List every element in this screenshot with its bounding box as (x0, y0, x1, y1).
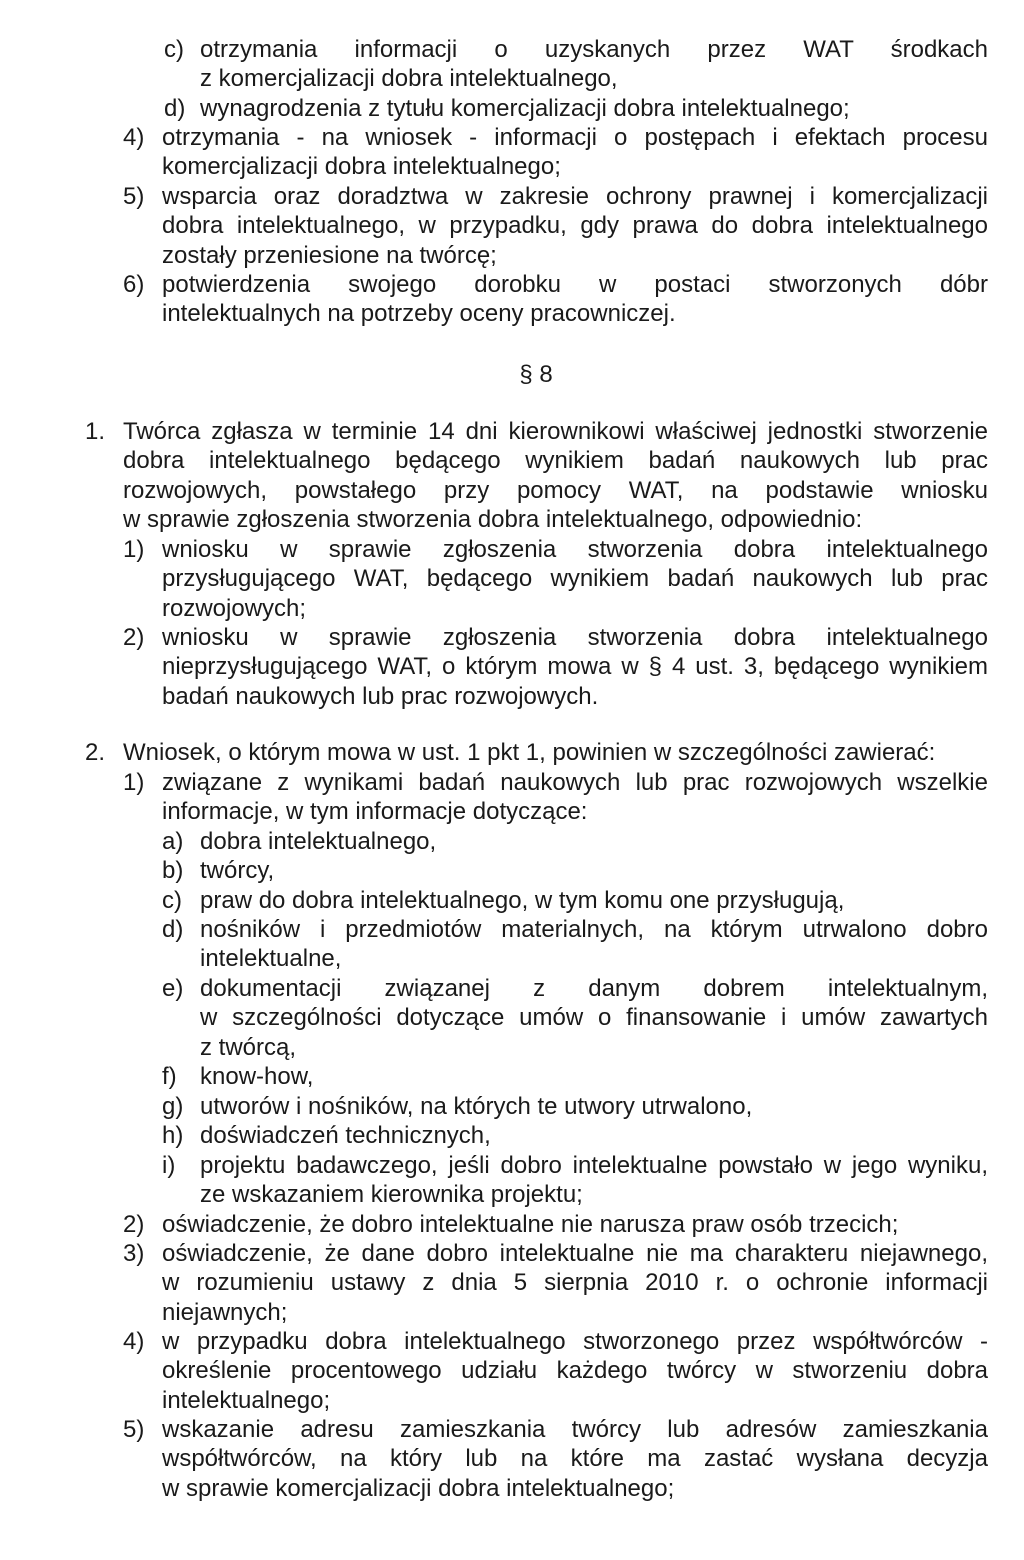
text-line: w przypadku dobra intelektualnego stworzonego przez współtwórców - (162, 1328, 988, 1355)
text-line: wsparcia oraz doradztwa w zakresie ochrony prawnej i komercjalizacji (162, 183, 988, 210)
text-line: zostały przeniesione na twórcę; (162, 241, 497, 269)
text-line: wniosku w sprawie zgłoszenia stworzenia dobra intelektualnego (162, 536, 988, 563)
text-line: rozwojowych, powstałego przy pomocy WAT, na podstawie wniosku (123, 476, 988, 504)
text-line: komercjalizacji dobra intelektualnego; (162, 153, 561, 181)
text-line: know-how, (200, 1063, 314, 1090)
list-item-label: 1) (123, 769, 145, 796)
text-line: otrzymania - na wniosek - informacji o postępach i efektach procesu (162, 124, 988, 151)
list-item-label: 3) (123, 1240, 145, 1267)
text-line: przysługującego WAT, będącego wynikiem badań naukowych lub prac (162, 565, 988, 593)
text-line: praw do dobra intelektualnego, w tym komu one przysługują, (200, 887, 845, 914)
text-line: w sprawie komercjalizacji dobra intelektualnego; (162, 1474, 675, 1502)
text-line: z komercjalizacji dobra intelektualnego, (200, 65, 618, 93)
list-item-label: 2) (123, 1211, 145, 1238)
list-item-label: b) (162, 857, 184, 884)
text-line: nieprzysługującego WAT, o którym mowa w § 4 ust. 3, będącego wynikiem (162, 653, 988, 681)
text-line: w sprawie zgłoszenia stworzenia dobra intelektualnego, odpowiednio: (123, 506, 863, 534)
text-line: rozwojowych; (162, 594, 307, 622)
text-line: w rozumieniu ustawy z dnia 5 sierpnia 2010 r. o ochronie informacji (162, 1269, 988, 1297)
text-line: dobra intelektualnego, w przypadku, gdy prawa do dobra intelektualnego (162, 212, 988, 240)
list-item-label: d) (162, 916, 184, 943)
list-item-label: 4) (123, 1328, 145, 1355)
text-line: badań naukowych lub prac rozwojowych. (162, 682, 599, 710)
list-item-label: 5) (123, 1416, 145, 1443)
list-item-label: c) (162, 887, 182, 914)
text-line: twórcy, (200, 857, 275, 884)
text-line: ze wskazaniem kierownika projektu; (200, 1181, 583, 1209)
list-item-label: 2) (123, 624, 145, 651)
text-line: dokumentacji związanej z danym dobrem intelektualnym, (200, 975, 988, 1002)
list-item-label: a) (162, 828, 184, 855)
text-line: wniosku w sprawie zgłoszenia stworzenia dobra intelektualnego (162, 624, 988, 651)
section-heading: § 8 (519, 361, 553, 388)
text-line: Twórca zgłasza w terminie 14 dni kierownikowi właściwej jednostki stworzenie (123, 418, 988, 445)
list-item-label: i) (162, 1152, 176, 1179)
text-line: utworów i nośników, na których te utwory utrwalono, (200, 1093, 753, 1120)
text-line: doświadczeń technicznych, (200, 1122, 491, 1149)
text-line: dobra intelektualnego będącego wynikiem badań naukowych lub prac (123, 447, 988, 475)
paragraph-label: 2. (85, 739, 106, 766)
text-line: wynagrodzenia z tytułu komercjalizacji dobra intelektualnego; (200, 95, 850, 122)
text-line: Wniosek, o którym mowa w ust. 1 pkt 1, powinien w szczególności zawierać: (123, 739, 936, 766)
text-line: potwierdzenia swojego dorobku w postaci stworzonych dóbr (162, 271, 988, 298)
text-line: niejawnych; (162, 1298, 288, 1326)
text-line: określenie procentowego udziału każdego twórcy w stworzeniu dobra (162, 1357, 988, 1385)
list-item-label: 1) (123, 536, 145, 563)
text-line: intelektualnych na potrzeby oceny pracowniczej. (162, 300, 676, 328)
text-line: dobra intelektualnego, (200, 828, 437, 855)
text-line: wskazanie adresu zamieszkania twórcy lub adresów zamieszkania (162, 1416, 988, 1443)
text-line: oświadczenie, że dobro intelektualne nie narusza praw osób trzecich; (162, 1211, 899, 1238)
text-line: intelektualne, (200, 945, 342, 973)
list-item-label: e) (162, 975, 184, 1002)
list-item-label: 4) (123, 124, 145, 151)
text-line: intelektualnego; (162, 1386, 331, 1414)
paragraph-label: 1. (85, 418, 106, 445)
text-line: nośników i przedmiotów materialnych, na którym utrwalono dobro (200, 916, 988, 943)
text-line: w szczególności dotyczące umów o finansowanie i umów zawartych (200, 1004, 988, 1032)
text-line: informacje, w tym informacje dotyczące: (162, 798, 588, 826)
text-line: oświadczenie, że dane dobro intelektualne nie ma charakteru niejawnego, (162, 1240, 988, 1267)
text-line: z twórcą, (200, 1033, 297, 1061)
list-item-label: g) (162, 1093, 184, 1120)
list-item-label: f) (162, 1063, 177, 1090)
text-line: projektu badawczego, jeśli dobro intelektualne powstało w jego wyniku, (200, 1152, 988, 1179)
list-item-label: h) (162, 1122, 184, 1149)
text-line: współtwórców, na który lub na które ma zastać wysłana decyzja (162, 1445, 988, 1473)
list-item-label: d) (164, 95, 186, 122)
text-line: związane z wynikami badań naukowych lub prac rozwojowych wszelkie (162, 769, 988, 796)
text-line: otrzymania informacji o uzyskanych przez WAT środkach (200, 36, 988, 63)
list-item-label: 5) (123, 183, 145, 210)
list-item-label: c) (164, 36, 184, 63)
list-item-label: 6) (123, 271, 145, 298)
